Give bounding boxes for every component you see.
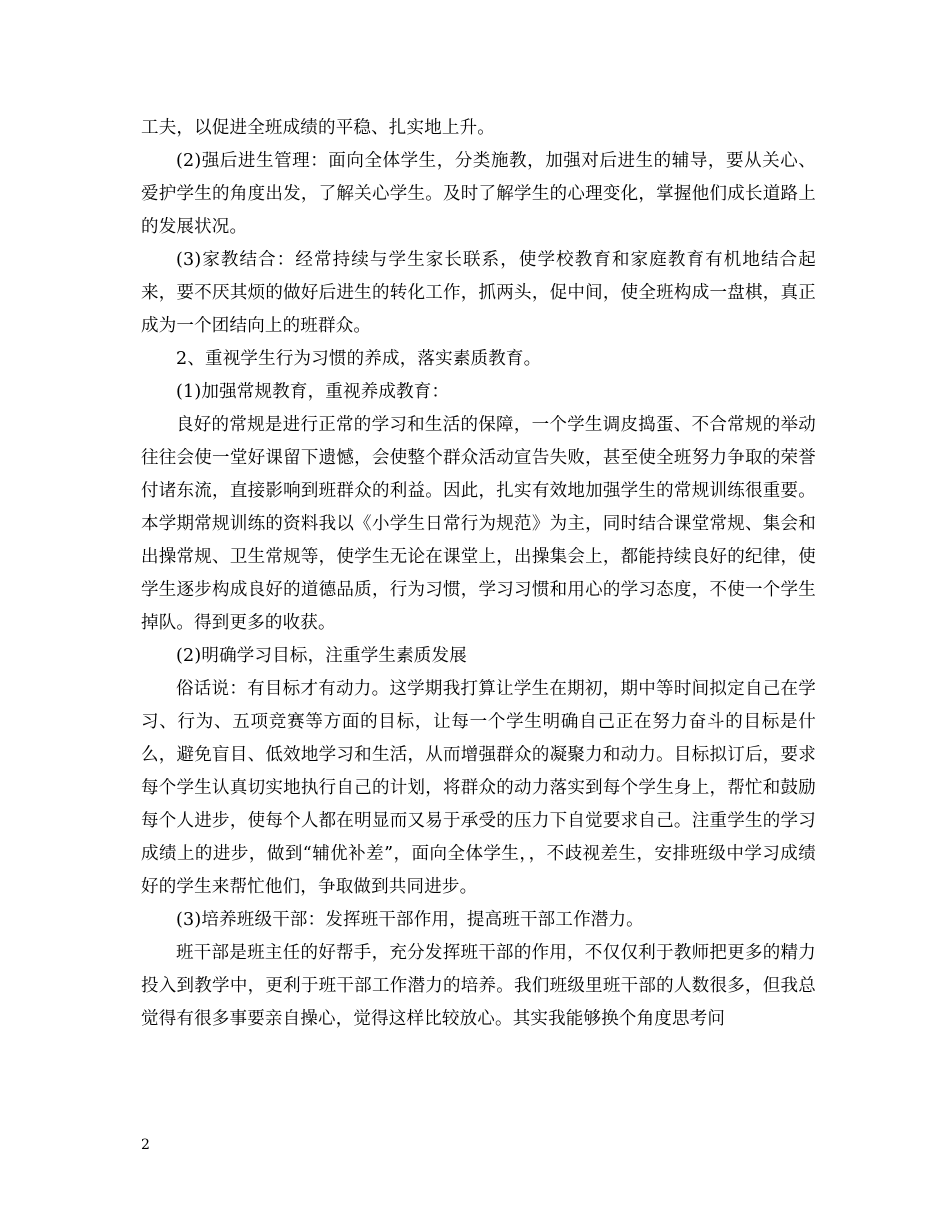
paragraph-home-school: (3)家教结合：经常持续与学生家长联系，使学校教育和家庭教育有机地结合起来，要不厌其烦的做好后进生的转化工作，抓两头，促中间，使全班构成一盘棋，真正成为一个团结向上的班群众。 <box>141 250 816 336</box>
subheading-class-cadres: (3)培养班级干部：发挥班干部作用，提高班干部工作潜力。 <box>176 910 644 930</box>
paragraph-continuation: 工夫，以促进全班成绩的平稳、扎实地上升。 <box>141 118 495 138</box>
subheading-routine-education: (1)加强常规教育，重视养成教育： <box>176 382 450 402</box>
paragraph-class-cadres: 班干部是班主任的好帮手，充分发挥班干部的作用，不仅仅利于教师把更多的精力投入到教学中，更利于班干部工作潜力的培养。我们班级里班干部的人数很多，但我总觉得有很多事要亲自操心，觉得这样比较放心。其实我能够换个角度思考问 <box>141 943 816 1029</box>
page-number: 2 <box>141 1137 150 1153</box>
page-body <box>141 112 816 1036</box>
paragraph-learning-goals: 俗话说：有目标才有动力。这学期我打算让学生在期初，期中等时间拟定自己在学习、行为、五项竞赛等方面的目标，让每一个学生明确自己正在努力奋斗的目标是什么，避免盲目、低效地学习和生活，从而增强群众的凝聚力和动力。目标拟订后，要求每个学生认真切实地执行自己的计划，将群众的动力落实到每个学生身上，帮忙和鼓励每个人进步，使每个人都在明显而又易于承受的压力下自觉要求自己。注重学生的学习成绩上的进步，做到“辅优补差”，面向全体学生，，不歧视差生，安排班级中学习成绩好的学生来帮忙他们，争取做到共同进步。 <box>141 679 816 897</box>
section-heading-behavior: 2、重视学生行为习惯的养成，落实素质教育。 <box>176 349 542 369</box>
paragraph-struggling-students: (2)强后进生管理：面向全体学生，分类施教，加强对后进生的辅导，要从关心、爱护学生的角度出发，了解关心学生。及时了解学生的心理变化，掌握他们成长道路上的发展状况。 <box>141 151 816 237</box>
paragraph-routine-education: 良好的常规是进行正常的学习和生活的保障，一个学生调皮捣蛋、不合常规的举动往往会使一堂好课留下遗憾，会使整个群众活动宣告失败，甚至使全班努力争取的荣誉付诸东流，直接影响到班群众的利益。因此，扎实有效地加强学生的常规训练很重要。本学期常规训练的资料我以《小学生日常行为规范》为主，同时结合课堂常规、集会和出操常规、卫生常规等，使学生无论在课堂上，出操集会上，都能持续良好的纪律，使学生逐步构成良好的道德品质，行为习惯，学习习惯和用心的学习态度，不使一个学生掉队。得到更多的收获。 <box>141 415 816 633</box>
subheading-learning-goals: (2)明确学习目标，注重学生素质发展 <box>176 646 467 666</box>
